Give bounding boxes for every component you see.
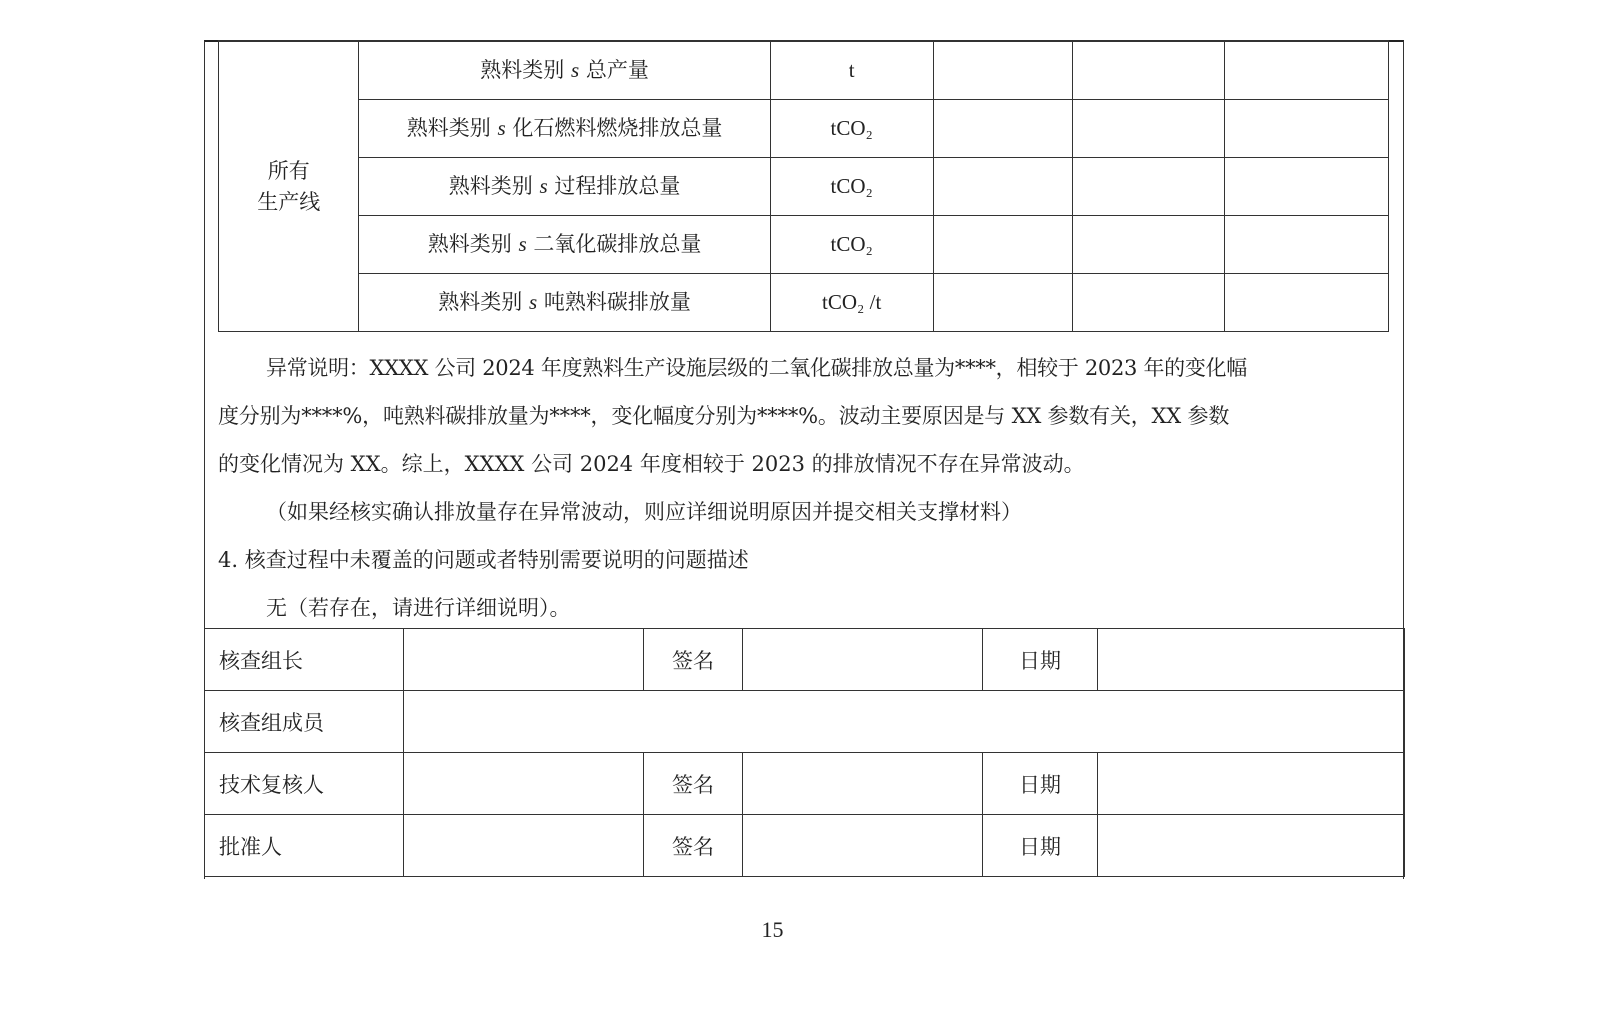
date-label: 日期 (983, 815, 1098, 877)
value-cell (1073, 100, 1225, 158)
reviewer-date-field[interactable] (1098, 753, 1405, 815)
date-label: 日期 (983, 629, 1098, 691)
table-row (219, 274, 1389, 332)
group-label-line2: 生产线 (257, 189, 321, 214)
unit-cell: tCO₂ (770, 100, 933, 158)
value-cell (933, 100, 1072, 158)
approver-signature-field[interactable] (743, 815, 983, 877)
value-cell (1224, 216, 1388, 274)
value-cell (1224, 158, 1388, 216)
value-cell (933, 274, 1072, 332)
value-cell (1224, 274, 1388, 332)
leader-label: 核查组长 (205, 629, 404, 691)
members-field[interactable] (404, 691, 1405, 753)
signature-label: 签名 (644, 629, 743, 691)
anomaly-text-line3: 的变化情况为 XX。综上，XXXX 公司 2024 年度相较于 2023 的排放情况不存在异常波动。 (218, 452, 1085, 476)
table-row (205, 691, 1405, 753)
table-row (205, 629, 1405, 691)
value-cell (1224, 100, 1388, 158)
unit-cell: tCO₂ /t (770, 274, 933, 332)
table-row (205, 753, 1405, 815)
page-number: 15 (761, 917, 784, 942)
item-cell: 熟料类别 s 二氧化碳排放总量 (359, 216, 770, 274)
unit-cell: tCO₂ (770, 158, 933, 216)
value-cell (1224, 41, 1388, 100)
date-label: 日期 (983, 753, 1098, 815)
approver-date-field[interactable] (1098, 815, 1405, 877)
item-cell: 熟料类别 s 总产量 (359, 41, 770, 100)
value-cell (1073, 41, 1225, 100)
value-cell (1073, 216, 1225, 274)
anomaly-note: （如果经核实确认排放量存在异常波动，则应详细说明原因并提交相关支撑材料） (266, 500, 1022, 524)
section-4-heading: 4. 核查过程中未覆盖的问题或者特别需要说明的问题描述 (218, 548, 749, 572)
item-cell: 熟料类别 s 过程排放总量 (359, 158, 770, 216)
group-label-cell (219, 41, 359, 332)
approver-label: 批准人 (205, 815, 404, 877)
group-label-line1: 所有 (267, 159, 310, 184)
unit-cell: tCO₂ (770, 216, 933, 274)
unit-cell: t (770, 41, 933, 100)
table-row (219, 216, 1389, 274)
leader-name-field[interactable] (404, 629, 644, 691)
reviewer-signature-field[interactable] (743, 753, 983, 815)
value-cell (933, 41, 1072, 100)
leader-signature-field[interactable] (743, 629, 983, 691)
item-cell: 熟料类别 s 吨熟料碳排放量 (359, 274, 770, 332)
approver-name-field[interactable] (404, 815, 644, 877)
signature-label: 签名 (644, 815, 743, 877)
item-cell: 熟料类别 s 化石燃料燃烧排放总量 (359, 100, 770, 158)
value-cell (1073, 158, 1225, 216)
emissions-table (218, 40, 1389, 332)
anomaly-text-line2: 度分别为****%，吨熟料碳排放量为****，变化幅度分别为****%。波动主要原因是与 XX 参数有关，XX 参数 (218, 404, 1230, 428)
table-row (219, 100, 1389, 158)
signature-label: 签名 (644, 753, 743, 815)
reviewer-label: 技术复核人 (205, 753, 404, 815)
members-label: 核查组成员 (205, 691, 404, 753)
section-4-content: 无（若存在，请进行详细说明）。 (266, 596, 571, 620)
reviewer-name-field[interactable] (404, 753, 644, 815)
signature-table (204, 628, 1405, 877)
table-row (219, 158, 1389, 216)
anomaly-text-line1: 异常说明：XXXX 公司 2024 年度熟料生产设施层级的二氧化碳排放总量为****，相较于 2023 年的变化幅 (266, 356, 1247, 380)
table-row (205, 815, 1405, 877)
table-row (219, 41, 1389, 100)
value-cell (933, 158, 1072, 216)
value-cell (933, 216, 1072, 274)
value-cell (1073, 274, 1225, 332)
leader-date-field[interactable] (1098, 629, 1405, 691)
